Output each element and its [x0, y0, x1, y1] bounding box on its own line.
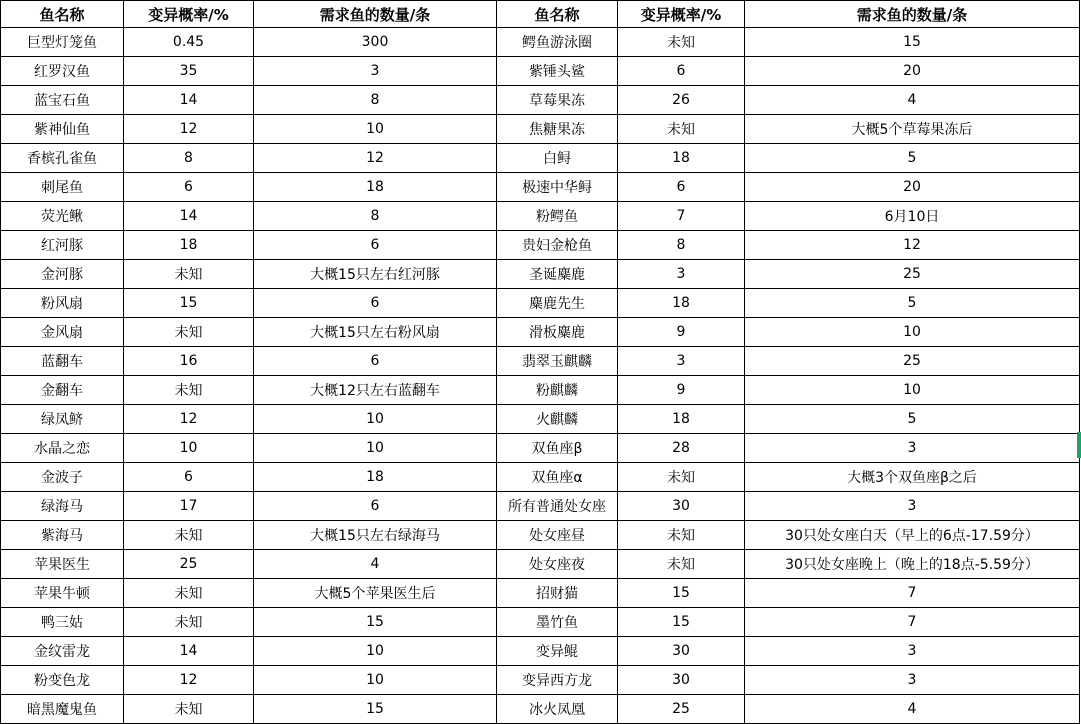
- required-count-cell[interactable]: 10: [745, 376, 1080, 405]
- table-row: [1, 289, 1080, 318]
- table-row: [1, 28, 1080, 57]
- required-count-cell[interactable]: 15: [254, 695, 497, 724]
- table-row: [1, 318, 1080, 347]
- required-count-cell[interactable]: 15: [254, 608, 497, 637]
- mutation-rate-cell[interactable]: 30: [618, 666, 745, 695]
- table-row: [1, 376, 1080, 405]
- fish-name-cell[interactable]: 极速中华鲟: [497, 173, 618, 202]
- required-count-cell[interactable]: 8: [254, 86, 497, 115]
- mutation-rate-cell[interactable]: 30: [618, 492, 745, 521]
- mutation-rate-cell[interactable]: 未知: [124, 521, 254, 550]
- fish-name-cell[interactable]: 紫海马: [1, 521, 124, 550]
- table-row: [1, 666, 1080, 695]
- fish-name-cell[interactable]: 苹果牛顿: [1, 579, 124, 608]
- mutation-rate-cell[interactable]: 15: [124, 289, 254, 318]
- fish-name-cell[interactable]: 金风扇: [1, 318, 124, 347]
- fish-name-cell[interactable]: 蓝翻车: [1, 347, 124, 376]
- table-row: [1, 57, 1080, 86]
- mutation-rate-cell[interactable]: 15: [618, 608, 745, 637]
- table-row: [1, 637, 1080, 666]
- fish-name-cell[interactable]: 紫锤头鲨: [497, 57, 618, 86]
- required-count-cell[interactable]: 10: [745, 318, 1080, 347]
- required-count-cell[interactable]: 6月10日: [745, 202, 1080, 231]
- mutation-rate-cell[interactable]: 3: [618, 347, 745, 376]
- mutation-rate-cell[interactable]: 未知: [618, 550, 745, 579]
- mutation-rate-cell[interactable]: 18: [618, 405, 745, 434]
- mutation-rate-cell[interactable]: 18: [618, 144, 745, 173]
- table-row: [1, 521, 1080, 550]
- fish-name-cell[interactable]: 粉风扇: [1, 289, 124, 318]
- fish-name-cell[interactable]: 绿海马: [1, 492, 124, 521]
- fish-name-cell[interactable]: 所有普通处女座: [497, 492, 618, 521]
- mutation-rate-cell[interactable]: 未知: [618, 115, 745, 144]
- required-count-cell[interactable]: 5: [745, 289, 1080, 318]
- table-row: [1, 695, 1080, 724]
- header-fish-name[interactable]: 鱼名称: [497, 1, 618, 28]
- table-row: [1, 434, 1080, 463]
- required-count-cell[interactable]: 25: [745, 260, 1080, 289]
- mutation-rate-cell[interactable]: 10: [124, 434, 254, 463]
- fish-name-cell[interactable]: 双鱼座β: [497, 434, 618, 463]
- fish-name-cell[interactable]: 墨竹鱼: [497, 608, 618, 637]
- required-count-cell[interactable]: 大概5个苹果医生后: [254, 579, 497, 608]
- table-row: [1, 608, 1080, 637]
- mutation-rate-cell[interactable]: 15: [618, 579, 745, 608]
- fish-name-cell[interactable]: 刺尾鱼: [1, 173, 124, 202]
- mutation-rate-cell[interactable]: 6: [618, 173, 745, 202]
- required-count-cell[interactable]: 7: [745, 579, 1080, 608]
- mutation-rate-cell[interactable]: 12: [124, 666, 254, 695]
- mutation-rate-cell[interactable]: 18: [124, 231, 254, 260]
- mutation-rate-cell[interactable]: 未知: [618, 521, 745, 550]
- required-count-cell[interactable]: 8: [254, 202, 497, 231]
- required-count-cell[interactable]: 4: [745, 86, 1080, 115]
- fish-name-cell[interactable]: 白鲟: [497, 144, 618, 173]
- mutation-rate-cell[interactable]: 12: [124, 115, 254, 144]
- fish-name-cell[interactable]: 鳄鱼游泳圈: [497, 28, 618, 57]
- fish-name-cell[interactable]: 变异鲲: [497, 637, 618, 666]
- required-count-cell[interactable]: 大概12只左右蓝翻车: [254, 376, 497, 405]
- required-count-cell[interactable]: 15: [745, 28, 1080, 57]
- fish-name-cell[interactable]: 金河豚: [1, 260, 124, 289]
- fish-name-cell[interactable]: 粉鳄鱼: [497, 202, 618, 231]
- table-row: [1, 115, 1080, 144]
- header-fish-name[interactable]: 鱼名称: [1, 1, 124, 28]
- required-count-cell[interactable]: 3: [745, 492, 1080, 521]
- mutation-rate-cell[interactable]: 14: [124, 86, 254, 115]
- header-required-count[interactable]: 需求鱼的数量/条: [254, 1, 497, 28]
- mutation-rate-cell[interactable]: 25: [618, 695, 745, 724]
- required-count-cell[interactable]: 大概15只左右红河豚: [254, 260, 497, 289]
- fish-name-cell[interactable]: 荧光鳅: [1, 202, 124, 231]
- required-count-cell[interactable]: 大概15只左右绿海马: [254, 521, 497, 550]
- table-row: [1, 405, 1080, 434]
- fish-name-cell[interactable]: 焦糖果冻: [497, 115, 618, 144]
- required-count-cell[interactable]: 4: [745, 695, 1080, 724]
- row-selection-marker: [1077, 432, 1081, 458]
- mutation-rate-cell[interactable]: 18: [618, 289, 745, 318]
- table-body: [1, 28, 1080, 724]
- fish-name-cell[interactable]: 金波子: [1, 463, 124, 492]
- mutation-rate-cell[interactable]: 30: [618, 637, 745, 666]
- mutation-rate-cell[interactable]: 28: [618, 434, 745, 463]
- required-count-cell[interactable]: 10: [254, 115, 497, 144]
- mutation-rate-cell[interactable]: 9: [618, 318, 745, 347]
- mutation-rate-cell[interactable]: 25: [124, 550, 254, 579]
- mutation-rate-cell[interactable]: 未知: [124, 579, 254, 608]
- mutation-rate-cell[interactable]: 未知: [124, 318, 254, 347]
- header-row: [1, 1, 1080, 28]
- fish-name-cell[interactable]: 双鱼座α: [497, 463, 618, 492]
- table-row: [1, 579, 1080, 608]
- fish-name-cell[interactable]: 翡翠玉麒麟: [497, 347, 618, 376]
- fish-name-cell[interactable]: 鸭三姑: [1, 608, 124, 637]
- mutation-rate-cell[interactable]: 0.45: [124, 28, 254, 57]
- required-count-cell[interactable]: 10: [254, 434, 497, 463]
- fish-name-cell[interactable]: 红罗汉鱼: [1, 57, 124, 86]
- fish-name-cell[interactable]: 粉变色龙: [1, 666, 124, 695]
- mutation-rate-cell[interactable]: 6: [618, 57, 745, 86]
- mutation-rate-cell[interactable]: 未知: [618, 463, 745, 492]
- header-mutation-rate[interactable]: 变异概率/%: [618, 1, 745, 28]
- required-count-cell[interactable]: 30只处女座晚上（晚上的18点-5.59分）: [745, 550, 1080, 579]
- required-count-cell[interactable]: 30只处女座白天（早上的6点-17.59分）: [745, 521, 1080, 550]
- required-count-cell[interactable]: 12: [254, 144, 497, 173]
- table-row: [1, 260, 1080, 289]
- mutation-rate-cell[interactable]: 6: [124, 463, 254, 492]
- mutation-rate-cell[interactable]: 3: [618, 260, 745, 289]
- required-count-cell[interactable]: 3: [745, 434, 1080, 463]
- fish-name-cell[interactable]: 招财猫: [497, 579, 618, 608]
- required-count-cell[interactable]: 7: [745, 608, 1080, 637]
- fish-name-cell[interactable]: 巨型灯笼鱼: [1, 28, 124, 57]
- required-count-cell[interactable]: 10: [254, 637, 497, 666]
- required-count-cell[interactable]: 6: [254, 231, 497, 260]
- fish-name-cell[interactable]: 蓝宝石鱼: [1, 86, 124, 115]
- table-row: [1, 173, 1080, 202]
- table-row: [1, 463, 1080, 492]
- mutation-rate-cell[interactable]: 未知: [124, 695, 254, 724]
- required-count-cell[interactable]: 25: [745, 347, 1080, 376]
- fish-name-cell[interactable]: 变异西方龙: [497, 666, 618, 695]
- fish-name-cell[interactable]: 红河豚: [1, 231, 124, 260]
- required-count-cell[interactable]: 6: [254, 347, 497, 376]
- fish-name-cell[interactable]: 金翻车: [1, 376, 124, 405]
- fish-name-cell[interactable]: 处女座夜: [497, 550, 618, 579]
- header-required-count[interactable]: 需求鱼的数量/条: [745, 1, 1080, 28]
- required-count-cell[interactable]: 10: [254, 405, 497, 434]
- mutation-rate-cell[interactable]: 未知: [618, 28, 745, 57]
- fish-name-cell[interactable]: 紫神仙鱼: [1, 115, 124, 144]
- table-row: [1, 202, 1080, 231]
- fish-name-cell[interactable]: 火麒麟: [497, 405, 618, 434]
- required-count-cell[interactable]: 大概15只左右粉风扇: [254, 318, 497, 347]
- required-count-cell[interactable]: 6: [254, 289, 497, 318]
- fish-name-cell[interactable]: 粉麒麟: [497, 376, 618, 405]
- table-row: [1, 550, 1080, 579]
- required-count-cell[interactable]: 12: [745, 231, 1080, 260]
- mutation-rate-cell[interactable]: 35: [124, 57, 254, 86]
- required-count-cell[interactable]: 大概3个双鱼座β之后: [745, 463, 1080, 492]
- required-count-cell[interactable]: 18: [254, 463, 497, 492]
- mutation-rate-cell[interactable]: 14: [124, 202, 254, 231]
- mutation-rate-cell[interactable]: 17: [124, 492, 254, 521]
- required-count-cell[interactable]: 4: [254, 550, 497, 579]
- fish-name-cell[interactable]: 金纹雷龙: [1, 637, 124, 666]
- required-count-cell[interactable]: 大概5个草莓果冻后: [745, 115, 1080, 144]
- fish-name-cell[interactable]: 处女座昼: [497, 521, 618, 550]
- required-count-cell[interactable]: 5: [745, 405, 1080, 434]
- table-row: [1, 144, 1080, 173]
- fish-name-cell[interactable]: 水晶之恋: [1, 434, 124, 463]
- fish-name-cell[interactable]: 圣诞麋鹿: [497, 260, 618, 289]
- table-row: [1, 492, 1080, 521]
- fish-name-cell[interactable]: 冰火凤凰: [497, 695, 618, 724]
- mutation-rate-cell[interactable]: 9: [618, 376, 745, 405]
- fish-name-cell[interactable]: 暗黑魔鬼鱼: [1, 695, 124, 724]
- mutation-rate-cell[interactable]: 6: [124, 173, 254, 202]
- mutation-rate-cell[interactable]: 16: [124, 347, 254, 376]
- required-count-cell[interactable]: 20: [745, 173, 1080, 202]
- required-count-cell[interactable]: 6: [254, 492, 497, 521]
- mutation-rate-cell[interactable]: 12: [124, 405, 254, 434]
- mutation-rate-cell[interactable]: 未知: [124, 260, 254, 289]
- fish-name-cell[interactable]: 滑板麋鹿: [497, 318, 618, 347]
- fish-name-cell[interactable]: 绿凤鲚: [1, 405, 124, 434]
- fish-name-cell[interactable]: 苹果医生: [1, 550, 124, 579]
- required-count-cell[interactable]: 3: [254, 57, 497, 86]
- mutation-rate-cell[interactable]: 7: [618, 202, 745, 231]
- table-row: [1, 86, 1080, 115]
- table-row: [1, 231, 1080, 260]
- mutation-rate-cell[interactable]: 8: [124, 144, 254, 173]
- mutation-rate-cell[interactable]: 未知: [124, 376, 254, 405]
- required-count-cell[interactable]: 300: [254, 28, 497, 57]
- fish-name-cell[interactable]: 香槟孔雀鱼: [1, 144, 124, 173]
- mutation-rate-cell[interactable]: 8: [618, 231, 745, 260]
- required-count-cell[interactable]: 3: [745, 666, 1080, 695]
- mutation-rate-cell[interactable]: 未知: [124, 608, 254, 637]
- header-mutation-rate[interactable]: 变异概率/%: [124, 1, 254, 28]
- required-count-cell[interactable]: 20: [745, 57, 1080, 86]
- required-count-cell[interactable]: 5: [745, 144, 1080, 173]
- fish-name-cell[interactable]: 贵妇金枪鱼: [497, 231, 618, 260]
- fish-name-cell[interactable]: 麋鹿先生: [497, 289, 618, 318]
- mutation-rate-cell[interactable]: 14: [124, 637, 254, 666]
- fish-name-cell[interactable]: 草莓果冻: [497, 86, 618, 115]
- table-row: [1, 347, 1080, 376]
- mutation-rate-cell[interactable]: 26: [618, 86, 745, 115]
- required-count-cell[interactable]: 18: [254, 173, 497, 202]
- required-count-cell[interactable]: 3: [745, 637, 1080, 666]
- required-count-cell[interactable]: 10: [254, 666, 497, 695]
